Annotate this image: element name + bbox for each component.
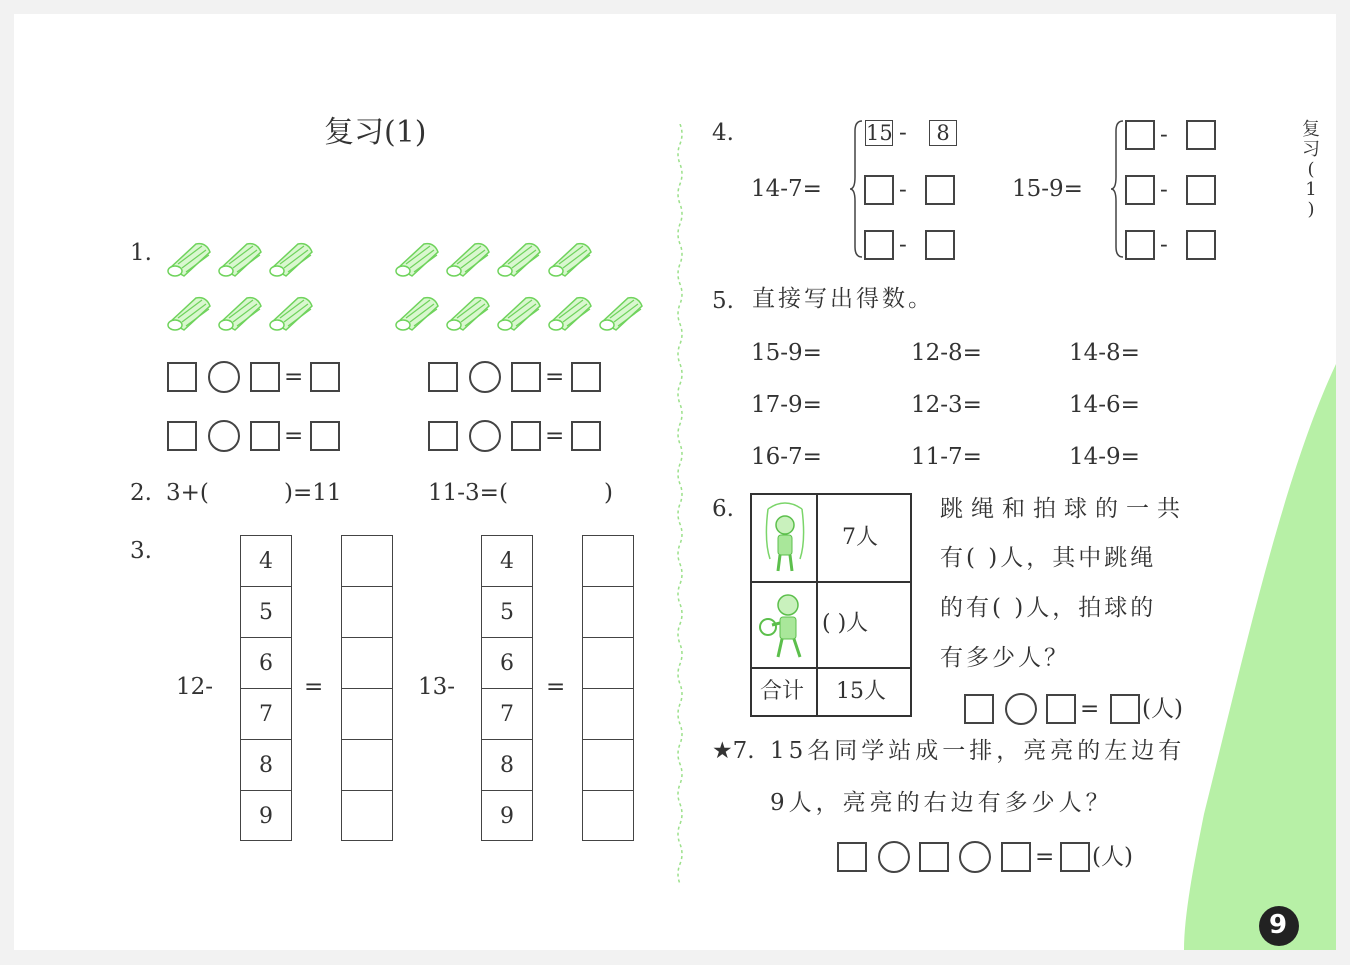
shuttlecock-icon <box>217 292 265 336</box>
q5-item: 14-9= <box>1069 444 1140 470</box>
q3-left-subtrahends: 4 5 6 7 8 9 <box>240 535 292 841</box>
q4-brace-2 <box>1111 119 1125 259</box>
q1-number: 1. <box>130 240 152 266</box>
q6-text-line: 的有( )人，拍球的 <box>940 595 1157 621</box>
shuttlecock-icon <box>547 238 595 282</box>
q5-number: 5. <box>712 288 734 314</box>
q2-number: 2. <box>130 480 152 506</box>
side-label: 复 习 ( 1 ) <box>1302 119 1320 220</box>
shuttlecock-icon <box>394 292 442 336</box>
q3-right-minuend: 13- <box>418 674 456 700</box>
q3-right-subtrahends: 4 5 6 7 8 9 <box>481 535 533 841</box>
shuttlecock-icon <box>445 292 493 336</box>
ball-bouncing-boy-icon <box>756 589 812 663</box>
q6-number: 6. <box>712 496 734 522</box>
worksheet-page: 复习(1) 复 习 ( 1 ) 9 1. = = = = 2. 3+( )=11 11-3=( ) 3. 12- 4 5 6 7 8 9 = 13- 4 5 6 7 8 9 = 4. 14-7= 15 - 8 - - 15-9= - - - 5. 直接写出得数。 15-9= 12-8= 14-8= 17-9= 12-3= 14-6= 16-7= 11-7= 14-9= 6. 7人 ( )人 合计 15人 跳绳和拍球的一共 有( )人，其中跳绳 的有( )人，拍球的 有多少人？ = (人) ★7. 15名同学站成一排，亮亮的左边有 9人，亮亮的右边有多少人？ = (人) <box>14 14 1336 950</box>
shuttlecock-icon <box>496 238 544 282</box>
q5-item: 12-8= <box>911 340 982 366</box>
q3-left-minuend: 12- <box>176 674 214 700</box>
q5-item: 17-9= <box>751 392 822 418</box>
q4-brace-1 <box>850 119 864 259</box>
q5-instruction: 直接写出得数。 <box>752 286 934 312</box>
q6-text-line: 跳绳和拍球的一共 <box>940 496 1188 522</box>
page-title: 复习(1) <box>324 115 427 150</box>
shuttlecock-icon <box>445 238 493 282</box>
q5-item: 12-3= <box>911 392 982 418</box>
q2-left-prefix: 3+( <box>166 480 209 506</box>
q5-item: 14-6= <box>1069 392 1140 418</box>
jump-rope-girl-icon <box>758 501 812 577</box>
page-number: 9 <box>1269 910 1288 940</box>
q4-given-a: 15 <box>866 121 893 145</box>
shuttlecock-icon <box>394 238 442 282</box>
page-divider <box>674 124 686 884</box>
shuttlecock-icon <box>547 292 595 336</box>
q6-table: 7人 ( )人 合计 15人 <box>750 493 912 717</box>
q3-right-answers[interactable] <box>582 535 634 841</box>
shuttlecock-icon <box>598 292 646 336</box>
shuttlecock-icon <box>166 238 214 282</box>
q3-number: 3. <box>130 538 152 564</box>
shuttlecock-icon <box>496 292 544 336</box>
q7-line2: 9人，亮亮的右边有多少人？ <box>770 790 1113 816</box>
q2-left-suffix: )=11 <box>284 480 342 506</box>
q4-given-b: 8 <box>929 120 957 146</box>
q4-expr1: 14-7= <box>751 176 822 202</box>
q4-number: 4. <box>712 120 734 146</box>
q5-item: 15-9= <box>751 340 822 366</box>
q3-left-answers[interactable] <box>341 535 393 841</box>
shuttlecock-icon <box>217 238 265 282</box>
q7-line1: 15名同学站成一排，亮亮的左边有 <box>770 738 1186 764</box>
shuttlecock-icon <box>166 292 214 336</box>
q2-right-suffix: ) <box>604 480 613 506</box>
q5-item: 11-7= <box>911 444 982 470</box>
shuttlecock-icon <box>268 238 316 282</box>
q3-right-equals: = <box>546 674 566 700</box>
q3-left-equals: = <box>304 674 324 700</box>
q7-number: ★7. <box>712 738 755 764</box>
shuttlecock-icon <box>268 292 316 336</box>
green-corner-decoration <box>1164 354 1336 950</box>
q2-right-prefix: 11-3=( <box>428 480 508 506</box>
q4-expr2: 15-9= <box>1012 176 1083 202</box>
q6-text-line: 有多少人？ <box>940 645 1070 671</box>
q6-text-line: 有( )人，其中跳绳 <box>940 545 1157 571</box>
q5-item: 16-7= <box>751 444 822 470</box>
q5-item: 14-8= <box>1069 340 1140 366</box>
